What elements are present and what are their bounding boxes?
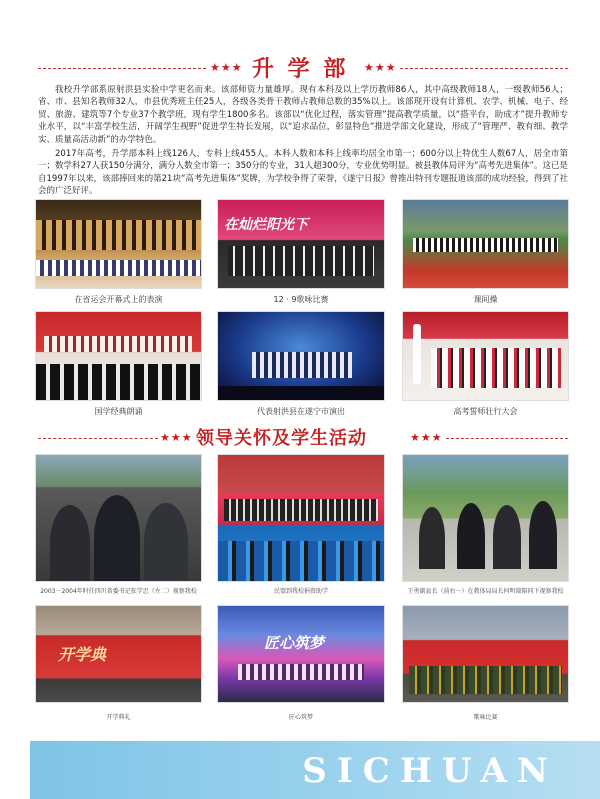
photo-classic-recitation <box>36 312 201 400</box>
caption-opening-ceremony-school: 开学典礼 <box>106 714 131 721</box>
caption-donation: 民盟到我校捐资助学 <box>273 588 328 595</box>
photo-opening-ceremony <box>36 200 201 288</box>
star-decoration-left-2: ★★★ <box>160 431 193 444</box>
caption-deputy-visit: 王勇副县长（前右一）在教体局局长何明瑞陪同下视察我校 <box>407 588 564 595</box>
photo-city-performance <box>218 312 384 400</box>
section-title-leadership-activities: 领导关怀及学生活动 <box>196 428 367 449</box>
star-decoration-right: ★★★ <box>364 61 397 74</box>
section-title-shengxuebu: 升 学 部 <box>252 56 349 82</box>
sichuan-banner <box>30 741 600 799</box>
caption-opening-ceremony: 在省运会开幕式上的表演 <box>74 295 163 304</box>
banner-text: SICHUAN <box>302 751 558 791</box>
section-divider-right <box>400 68 568 69</box>
intro-paragraph-2: 2017年高考，升学部本科上线126人，专科上线455人。本科人数和本科上线率均居全市第一；600分以上特优生人数67人，居全市第一；数学科27人获150分满分，满分人数全市第一；350分的专业，31人超300分，专业优势明显。被县教体局评为“高考先进集体”。这已是自1997年以来，该部捧回来的第21块“高考先进集体”奖牌，为学校争得了荣誉，《遂宁日报》曾推出特刊专题报道该部的成功经验，得到了社会的广泛好评。 <box>38 149 569 197</box>
photo-craftsmanship-dream <box>218 606 384 702</box>
caption-city-performance: 代表射洪县在遂宁市演出 <box>257 407 345 416</box>
caption-singing-contest: 12 · 9歌咏比赛 <box>273 295 329 304</box>
caption-classic-recitation: 国学经典朗诵 <box>94 407 143 416</box>
section-divider-right-2 <box>446 438 568 439</box>
intro-paragraph-1: 我校升学部系原射洪县实验中学更名而来。该部师资力量雄厚。现有本科及以上学历教师86人，其中高级教师18人，一级教师56人；省、市、县知名教师32人，市县优秀班主任25人，各级各类骨干教师占教师总数的35%以上。该部现开设有计算机、农学、机械、电子、经贸、旅游、建筑等7个专业37个教学班，现有学生1800多名。该部以“优化过程，落实管理”提高教学质量，以“搭平台，助成才”提升教师专业水平，以“丰富学校生活，开阔学生视野”促进学生特长发展，以“追求品位，彰显特色”推进学部文化建设，形成了“管理严、教有细、教学实、质量高活动新”的办学特色。 <box>38 85 568 145</box>
section-divider-left-2 <box>38 438 158 439</box>
photo-deputy-visit <box>403 455 568 581</box>
stage-sign-text-2: 匠心筑梦 <box>264 634 325 652</box>
caption-morning-exercise: 课间操 <box>473 295 498 304</box>
caption-provincial-visit: 2003－2004年时任四川省委书记张学忠（左二）视察我校 <box>40 588 197 595</box>
photo-morning-exercise <box>403 200 568 288</box>
star-decoration-left: ★★★ <box>210 61 243 74</box>
photo-opening-ceremony-school <box>36 606 201 702</box>
photo-exam-rally <box>403 312 568 400</box>
photo-donation <box>218 455 384 581</box>
section-divider-left <box>38 68 206 69</box>
banner-sign-text: 在灿烂阳光下 <box>224 217 308 233</box>
intro-text <box>38 84 568 200</box>
stage-sign-text: 开学典 <box>58 645 107 664</box>
caption-craftsmanship-dream: 匠心筑梦 <box>288 714 313 721</box>
photo-singing-contest <box>218 200 384 288</box>
photo-provincial-visit <box>36 455 201 581</box>
star-decoration-right-2: ★★★ <box>410 431 443 444</box>
caption-singing-competition: 歌咏比赛 <box>473 714 498 721</box>
photo-singing-competition <box>403 606 568 702</box>
caption-exam-rally: 高考誓师壮行大会 <box>453 407 518 416</box>
